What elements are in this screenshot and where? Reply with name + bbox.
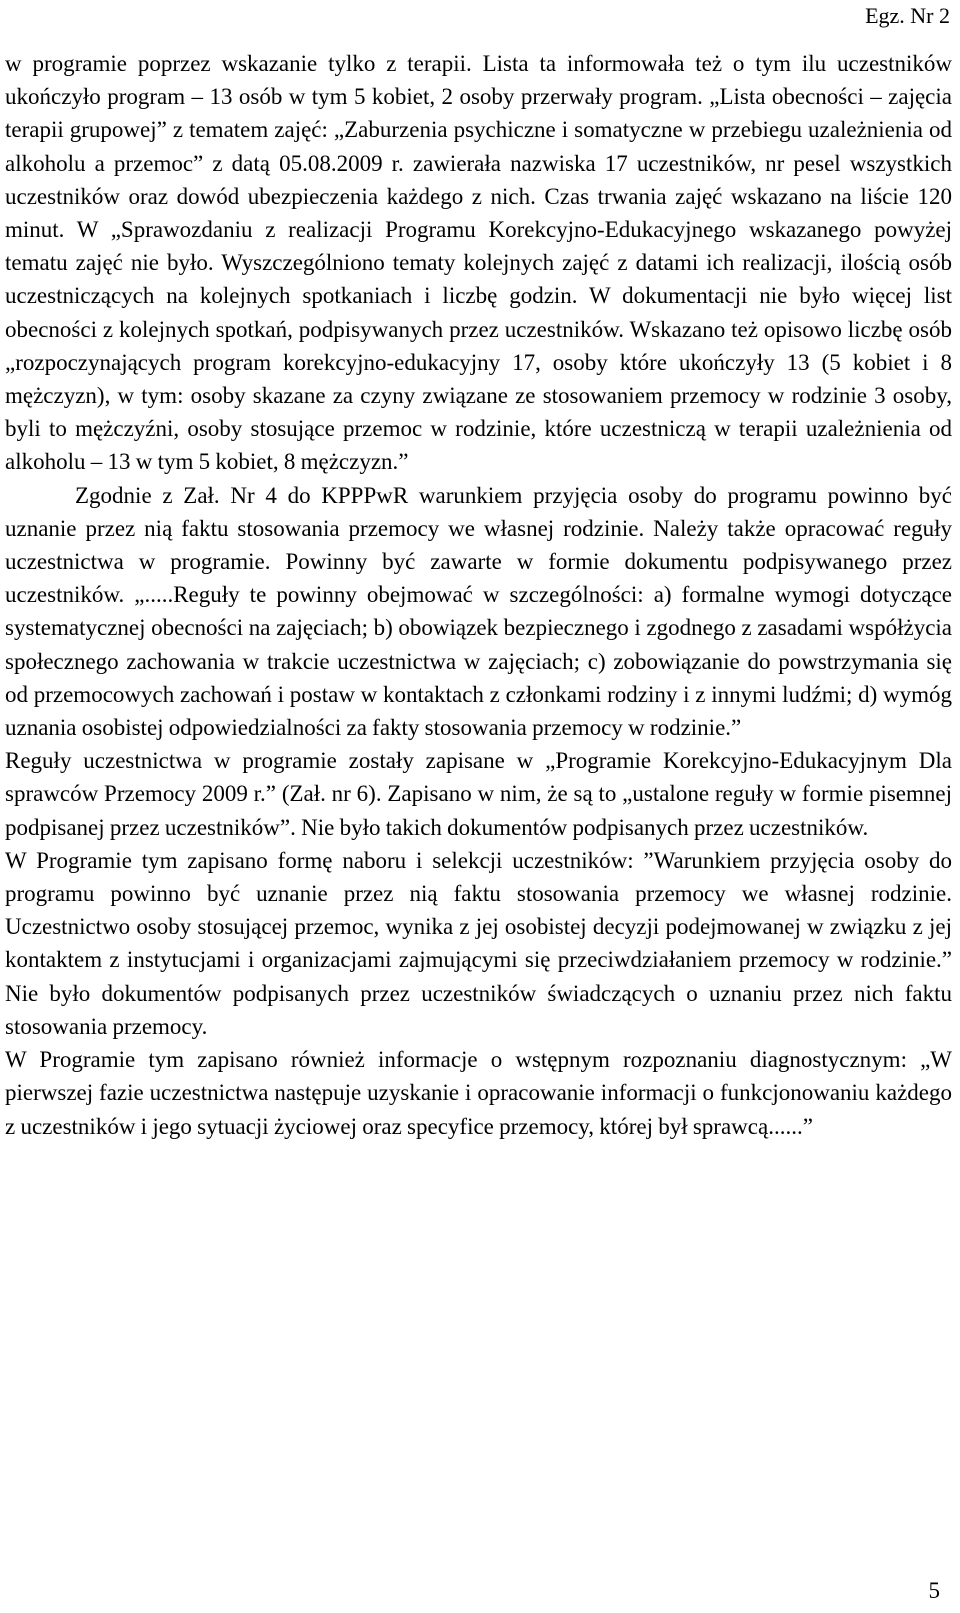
paragraph-recruitment: W Programie tym zapisano formę naboru i selekcji uczestników: ”Warunkiem przyjęcia osoby do programu powinno być uznanie przez nią faktu stosowania przemocy we własnej rodzinie. Uczestnictwo osoby stosującej przemoc, wynika z jej osobistej decyzji podejmowanej w związku z jej kontaktem z instytucjami i organizacjami zajmującymi się przeciwdziałaniem przemocy w rodzinie.” Nie było dokumentów podpisanych przez uczestników świadczących o uznaniu przez nich faktu stosowania przemocy.: [5, 847, 952, 1039]
document-copy-number: Egz. Nr 2: [865, 3, 950, 28]
paragraph-admission-rules: Zgodnie z Zał. Nr 4 do KPPPwR warunkiem przyjęcia osoby do programu powinno być uznanie przez nią faktu stosowania przemocy we własnej rodzinie. Należy także opracować reguły uczestnictwa w programie. Powinny być zawarte w formie dokumentu podpisywanego przez uczestników. „.....Reguły te powinny obejmować w szczególności: a) formalne wymogi dotyczące systematycznej obecności na zajęciach; b) obowiązek bezpiecznego i zgodnego z zasadami współżycia społecznego zachowania w trakcie uczestnictwa w zajęciach; c) zobowiązanie do powstrzymania się od przemocowych zachowań i postaw w kontaktach z członkami rodziny i z innymi ludźmi; d) wymóg uznania osobistej odpowiedzialności za fakty stosowania przemocy w rodzinie.”: [5, 482, 952, 741]
paragraph-program-rules: Reguły uczestnictwa w programie zostały zapisane w „Programie Korekcyjno-Edukacyjnym Dla sprawców Przemocy 2009 r.” (Zał. nr 6). Zapisano w nim, że są to „ustalone reguły w formie pisemnej podpisanej przez uczestników”. Nie było takich dokumentów podpisanych przez uczestników.: [5, 748, 952, 840]
paragraph-diagnosis: W Programie tym zapisano również informacje o wstępnym rozpoznaniu diagnostycznym: „W pierwszej fazie uczestnictwa następuje uzyskanie i opracowanie informacji o funkcjonowaniu każdego z uczestników i jego sytuacji życiowej oraz specyfice przemocy, której był sprawcą......”: [5, 1047, 952, 1139]
document-body: [5, 47, 952, 1143]
page-number: 5: [928, 1578, 940, 1603]
paragraph-participant-list: w programie poprzez wskazanie tylko z terapii. Lista ta informowała też o tym ilu uczestników ukończyło program – 13 osób w tym 5 kobiet, 2 osoby przerwały program. „Lista obecności – zajęcia terapii grupowej” z tematem zajęć: „Zaburzenia psychiczne i somatyczne w przebiegu uzależnienia od alkoholu a przemoc” z datą 05.08.2009 r. zawierała nazwiska 17 uczestników, nr pesel wszystkich uczestników oraz dowód ubezpieczenia każdego z nich. Czas trwania zajęć wskazano na liście 120 minut. W „Sprawozdaniu z realizacji Programu Korekcyjno-Edukacyjnego wskazanego powyżej tematu zajęć nie było. Wyszczególniono tematy kolejnych zajęć z datami ich realizacji, ilością osób uczestniczących na kolejnych spotkaniach i liczbę godzin. W dokumentacji nie było więcej list obecności z kolejnych spotkań, podpisywanych przez uczestników. Wskazano też opisowo liczbę osób „rozpoczynających program korekcyjno-edukacyjny 17, osoby które ukończyły 13 (5 kobiet i 8 mężczyzn), w tym: osoby skazane za czyny związane ze stosowaniem przemocy w rodzinie 3 osoby, byli to mężczyźni, osoby stosujące przemoc w rodzinie, które uczestniczą w terapii uzależnienia od alkoholu – 13 w tym 5 kobiet, 8 mężczyzn.”: [5, 51, 952, 475]
